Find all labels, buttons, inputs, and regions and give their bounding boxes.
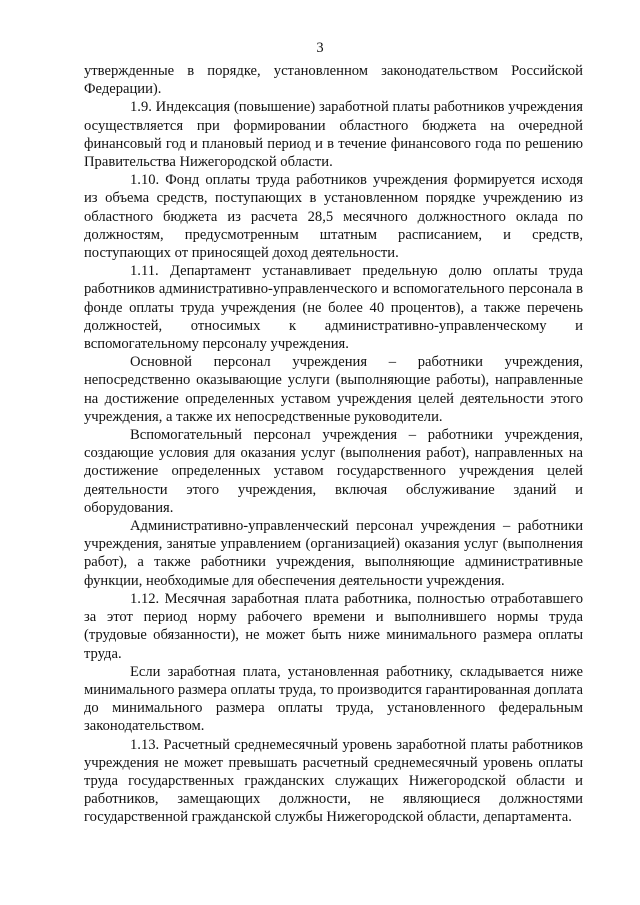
paragraph-continuation: утвержденные в порядке, установленном законодательством Российской Федерации). [84, 63, 583, 98]
paragraph-1-11: 1.11. Департамент устанавливает предельную долю оплаты труда работников административно-управленческого и вспомогательного персонала в фонде оплаты труда учреждения (не более 40 процентов), а также перечень должностей, относимых к административно-управленческому и вспомогательному персоналу учреждения. [84, 263, 583, 353]
paragraph-1-9: 1.9. Индексация (повышение) заработной платы работников учреждения осуществляется при формировании областного бюджета на очередной финансовый год и плановый период и в течение финансового года по решению Правительства Нижегородской области. [84, 99, 583, 171]
paragraph-admin-staff: Административно-управленческий персонал учреждения – работники учреждения, занятые управлением (организацией) оказания услуг (выполнения работ), а также работники учреждения, выполняющие административные функции, необходимые для обеспечения деятельности учреждения. [84, 518, 583, 589]
paragraph-main-staff: Основной персонал учреждения – работники учреждения, непосредственно оказывающие услуги (выполняющие работы), направленные на достижение определенных уставом учреждения целей деятельности этого учреждения, а также их непосредственные руководители. [84, 354, 583, 425]
paragraph-support-staff: Вспомогательный персонал учреждения – работники учреждения, создающие условия для оказания услуг (выполнения работ), направленных на достижение определенных уставом государственного учреждения целей деятельности этого учреждения, включая обслуживание зданий и оборудования. [84, 427, 583, 516]
paragraph-1-10: 1.10. Фонд оплаты труда работников учреждения формируется исходя из объема средств, поступающих в установленном порядке учреждению из областного бюджета из расчета 28,5 месячного должностного оклада по должностям, предусмотренным штатным расписанием, и средств, поступающих от приносящей доход деятельности. [84, 172, 583, 262]
document-body [84, 62, 583, 827]
paragraph-1-12: 1.12. Месячная заработная плата работника, полностью отработавшего за этот период норму рабочего времени и выполнившего нормы труда (трудовые обязанности), не может быть ниже минимального размера оплаты труда. [84, 590, 583, 662]
paragraph-1-13: 1.13. Расчетный среднемесячный уровень заработной платы работников учреждения не может превышать расчетный среднемесячный уровень оплаты труда государственных гражданских служащих Нижегородской области и работников, замещающих должности, не являющиеся должностями государственной гражданской службы Нижегородской области, департамента. [84, 736, 583, 826]
page-number: 3 [316, 40, 324, 56]
paragraph-minimum-wage: Если заработная плата, установленная работнику, складывается ниже минимального размера оплаты труда, то производится гарантированная доплата до минимального размера оплаты труда, установленного федеральным законодательством. [84, 663, 583, 735]
